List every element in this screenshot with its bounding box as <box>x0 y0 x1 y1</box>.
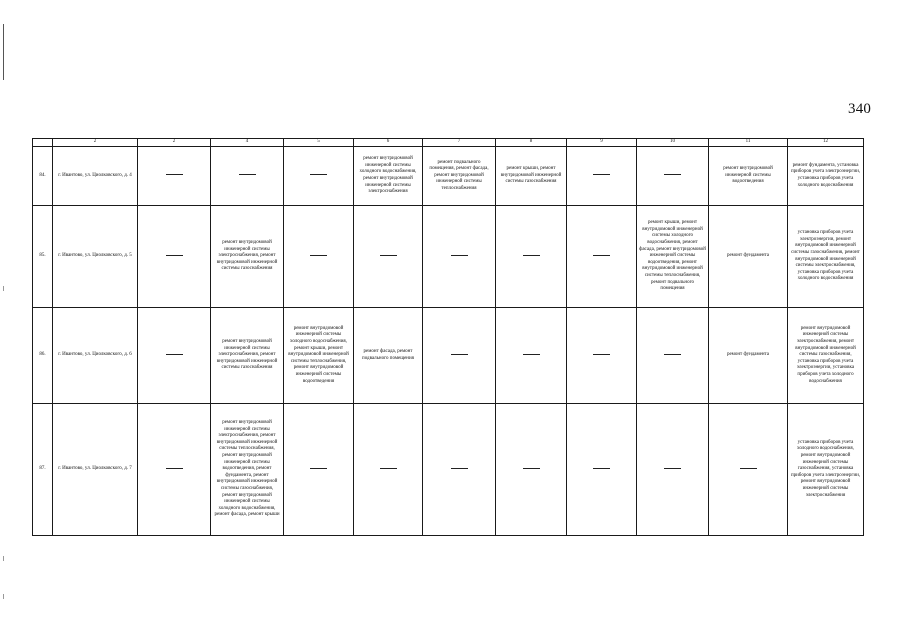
dash-mark <box>451 255 468 256</box>
dash-mark <box>664 174 681 175</box>
empty-cell <box>138 206 211 308</box>
empty-cell <box>284 404 354 536</box>
empty-cell <box>138 147 211 206</box>
empty-cell <box>567 147 637 206</box>
column-header: 5 <box>284 139 354 147</box>
dash-mark <box>380 468 397 469</box>
work-description: установка приборов учета холодного водоснабжения, ремонт внутридомовой инженерной системы газоснабжения, установка приборов учета электроэнергии, ремонт внутридомовой инженерной системы электроснабжения <box>788 404 864 536</box>
dash-mark <box>740 468 757 469</box>
column-header: 6 <box>354 139 423 147</box>
work-description: ремонт крыши, ремонт внутридомовой инженерной системы холодного водоснабжения, ремонт фасада, ремонт внутридомовой инженерной системы водоотведения, ремонт внутридомовой инженерной системы теплоснабжения, ремонт подвального помещения <box>637 206 709 308</box>
dash-mark <box>166 354 183 355</box>
building-address: г. Ивантово, ул. Циолковского, д. 6 <box>53 308 138 404</box>
work-description: ремонт подвального помещения, ремонт фасада, ремонт внутридомовой инженерной системы теплоснабжения <box>423 147 496 206</box>
dash-mark <box>310 468 327 469</box>
dash-mark <box>593 255 610 256</box>
work-description: ремонт внутридомовой инженерной системы водоотведения <box>709 147 788 206</box>
dash-mark <box>310 174 327 175</box>
work-description: ремонт крыши, ремонт внутридомовой инженерной системы газоснабжения <box>496 147 567 206</box>
dash-mark <box>166 255 183 256</box>
dash-mark <box>310 255 327 256</box>
empty-cell <box>709 404 788 536</box>
dash-mark <box>664 468 681 469</box>
row-number: 86. <box>33 308 53 404</box>
column-header: 2 <box>138 139 211 147</box>
empty-cell <box>567 404 637 536</box>
column-header: 2 <box>53 139 138 147</box>
dash-mark <box>523 468 540 469</box>
empty-cell <box>138 404 211 536</box>
dash-mark <box>166 174 183 175</box>
work-description: ремонт внутридомовой инженерной системы электроснабжения, ремонт внутридомовой инженерной системы газоснабжения <box>211 308 284 404</box>
scan-edge-mark <box>3 24 4 80</box>
table-body <box>33 147 864 536</box>
work-description: ремонт внутридомовой инженерной системы электроснабжения, ремонт внутридомовой инженерной системы газоснабжения <box>211 206 284 308</box>
building-address: г. Ивантово, ул. Циолковского, д. 5 <box>53 206 138 308</box>
dash-mark <box>593 354 610 355</box>
work-description: ремонт внутридомовой инженерной системы холодного водоснабжения, ремонт внутридомовой инженерной системы электроснабжения <box>354 147 423 206</box>
empty-cell <box>284 147 354 206</box>
building-address: г. Ивантово, ул. Циолковского, д. 7 <box>53 404 138 536</box>
page-number: 340 <box>848 101 872 117</box>
dash-mark <box>451 468 468 469</box>
row-number: 84. <box>33 147 53 206</box>
work-description: ремонт фундамента <box>709 206 788 308</box>
building-address: г. Ивантово, ул. Циолковского, д. 4 <box>53 147 138 206</box>
work-description: ремонт фундамента, установка приборов учета электроэнергии, установка приборов учета холодного водоснабжения <box>788 147 864 206</box>
column-header: 12 <box>788 139 864 147</box>
scan-edge-tick <box>3 594 4 599</box>
table-row <box>33 206 864 308</box>
dash-mark <box>380 255 397 256</box>
column-header <box>33 139 53 147</box>
empty-cell <box>354 404 423 536</box>
row-number: 85. <box>33 206 53 308</box>
empty-cell <box>496 206 567 308</box>
dash-mark <box>523 255 540 256</box>
column-header: 7 <box>423 139 496 147</box>
repair-schedule-table <box>32 138 864 536</box>
scan-edge-tick <box>3 556 4 561</box>
dash-mark <box>664 354 681 355</box>
empty-cell <box>284 206 354 308</box>
dash-mark <box>593 174 610 175</box>
empty-cell <box>423 206 496 308</box>
empty-cell <box>567 308 637 404</box>
empty-cell <box>637 308 709 404</box>
work-description: установка приборов учета электроэнергии, ремонт внутридомовой инженерной системы газоснабжения, ремонт внутридомовой инженерной системы электроснабжения, установка приборов учета холодного водоснабжения <box>788 206 864 308</box>
empty-cell <box>637 147 709 206</box>
column-header: 8 <box>496 139 567 147</box>
work-description: ремонт внутридомовой инженерной системы электроснабжения, ремонт внутридомовой инженерной системы газоснабжения, установка приборов учета электроэнергии, установка приборов учета холодного водоснабжения <box>788 308 864 404</box>
table-row <box>33 147 864 206</box>
empty-cell <box>211 147 284 206</box>
dash-mark <box>239 174 256 175</box>
column-number-row <box>33 139 864 147</box>
dash-mark <box>523 354 540 355</box>
empty-cell <box>354 206 423 308</box>
work-description: ремонт фасада, ремонт подвального помещения <box>354 308 423 404</box>
work-description: ремонт внутридомовой инженерной системы электроснабжения, ремонт внутридомовой инженерной системы теплоснабжения, ремонт внутридомовой инженерной системы водоотведения, ремонт фундамента, ремонт внутридомовой инженерной системы газоснабжения, ремонт внутридомовой инженерной системы холодного водоснабжения, ремонт фасада, ремонт крыши <box>211 404 284 536</box>
dash-mark <box>593 468 610 469</box>
empty-cell <box>567 206 637 308</box>
column-header: 11 <box>709 139 788 147</box>
column-header: 10 <box>637 139 709 147</box>
empty-cell <box>138 308 211 404</box>
empty-cell <box>496 308 567 404</box>
row-number: 87. <box>33 404 53 536</box>
work-description: ремонт внутридомовой инженерной системы холодного водоснабжения, ремонт крыши, ремонт внутридомовой инженерной системы теплоснабжения, ремонт внутридомовой инженерной системы водоотведения <box>284 308 354 404</box>
empty-cell <box>423 404 496 536</box>
column-header: 9 <box>567 139 637 147</box>
table-row <box>33 404 864 536</box>
dash-mark <box>451 354 468 355</box>
work-description: ремонт фундамента <box>709 308 788 404</box>
column-header: 4 <box>211 139 284 147</box>
empty-cell <box>496 404 567 536</box>
empty-cell <box>637 404 709 536</box>
dash-mark <box>166 468 183 469</box>
table-row <box>33 308 864 404</box>
scan-edge-tick <box>3 286 4 291</box>
empty-cell <box>423 308 496 404</box>
